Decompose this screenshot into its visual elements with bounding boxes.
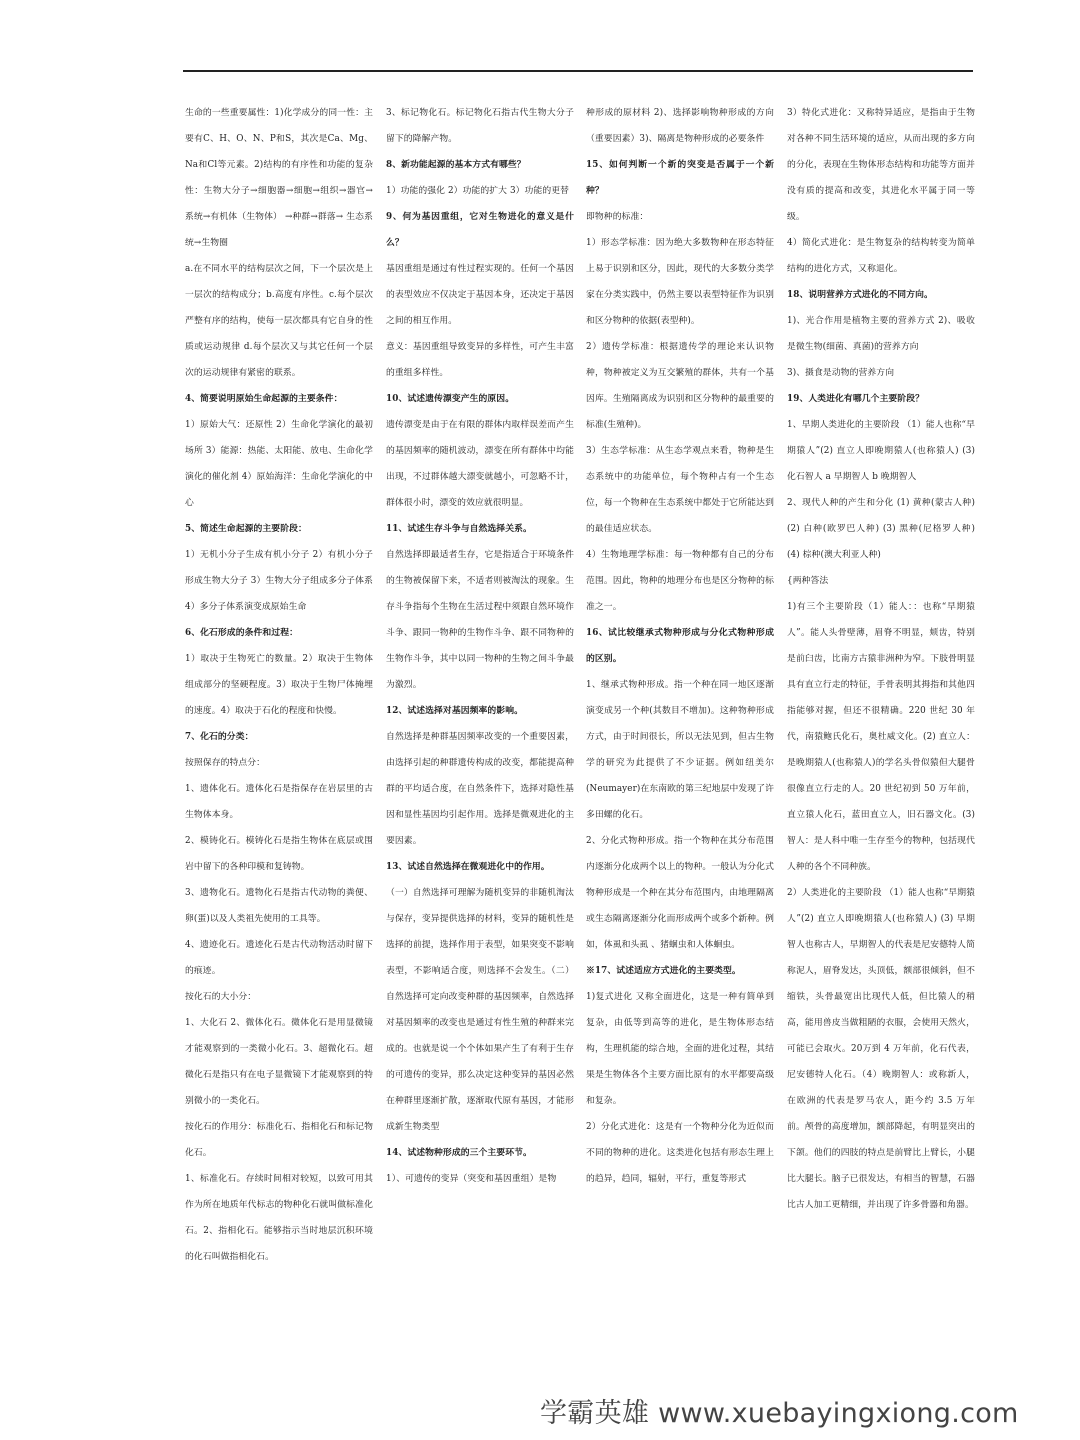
paragraph: 2）分化式进化：这是有一个物种分化为近似而不同的物种的进化。这类进化包括有形态生理上的趋异，趋同，辐射，平行，重复等形式 — [586, 1122, 774, 1184]
section-heading: 18、说明营养方式进化的不同方向。 — [787, 290, 933, 300]
section-heading: 6、化石形成的条件和过程： — [185, 628, 298, 638]
paragraph: 1、标准化石。存续时间相对较短，以致可用其作为所在地质年代标志的物种化石就叫做标准化石。2、指相化石。能够指示当时地层沉积环境的化石叫做指相化石。 — [185, 1174, 373, 1262]
paragraph: 2、现代人种的产生和分化 (1) 黄种(蒙古人种) (2) 白种(欧罗巴人种) (3) 黑种(尼格罗人种) (4) 棕种(澳大利亚人种) — [787, 498, 975, 560]
paragraph: 1）功能的强化 2）功能的扩大 3）功能的更替 — [386, 186, 570, 196]
paragraph: 意义：基因重组导致变异的多样性，可产生丰富的重组多样性。 — [386, 342, 574, 378]
text-column-1 — [185, 100, 373, 1270]
paragraph: 1）、可遗传的变异（突变和基因重组）是物 — [386, 1174, 557, 1184]
watermark-footer[interactable]: 学霸英雄 www.xuebayingxiong.com — [540, 1398, 1019, 1429]
paragraph: 4）简化式进化：是生物复杂的结构转变为简单结构的进化方式，又称退化。 — [787, 238, 975, 274]
paragraph: 基因重组是通过有性过程实现的。任何一个基因的表型效应不仅决定于基因本身，还决定于基因之间的相互作用。 — [386, 264, 574, 326]
paragraph: 2）人类进化的主要阶段 （1）能人也称“早期猿人”(2) 直立人即晚期猿人(也称猿人) (3) 早期智人也称古人，早期智人的代表是尼安德特人简称泥人，眉脊发达，头顶低，额部很倾斜，但不缩铁，头骨最宽出比现代人低，但比猿人的稍高，能用兽皮当做粗陋的衣服，会使用天然火，可能已会取火。20万到 4 万年前，化石代表，尼安德特人化石。（4）晚期智人：或称新人，在欧洲的代表是罗马农人，距今约 3.5 万年前。颅骨的高度增加，额部降起，有明显突出的下颌。他们的四肢的特点是前臂比上臂长，小腿比大腿长。脑子已很发达，有相当的智慧，石器比古人加工更精细，并出现了许多骨器和角器。 — [787, 888, 975, 1210]
section-heading: 7、化石的分类： — [185, 732, 254, 742]
paragraph: 自然选择是种群基因频率改变的一个重要因素，由选择引起的种群遗传构成的改变，都能提高种群的平均适合度，在自然条件下，选择对隐性基因和显性基因均引起作用。选择是微观进化的主要因素。 — [386, 732, 574, 846]
paragraph: 2、分化式物种形成。指一个物种在其分布范围内逐渐分化成两个以上的物种。一般认为分化式物种形成是一个种在其分布范围内，由地理隔离或生态隔离逐渐分化而形成两个或多个新种。例如，体虱和头虱 、猪蛔虫和人体蛔虫。 — [586, 836, 774, 950]
paragraph: 按化石的作用分：标准化石、指相化石和标记物化石。 — [185, 1122, 373, 1158]
paragraph: 1）无机小分子生成有机小分子 2）有机小分子形成生物大分子 3）生物大分子组成多分子体系 4）多分子体系演变成原始生命 — [185, 550, 373, 612]
paragraph: 1、遗体化石。遗体化石是指保存在岩层里的古生物体本身。 — [185, 784, 373, 820]
paragraph: （一）自然选择可理解为随机变异的非随机淘汰与保存，变异提供选择的材料，变异的随机性是选择的前提，选择作用于表型，如果突变不影响表型，不影响适合度，则选择不会发生。（二）自然选择可定向改变种群的基因频率，自然选择对基因频率的改变也是通过有性生殖的种群来完成的。也就是说一个个体如果产生了有利于生存的可遗传的变异，那么决定这种变异的基因必然在种群里逐渐扩散，逐渐取代原有基因，才能形成新生物类型 — [386, 888, 574, 1132]
paragraph: 3、遗物化石。遗物化石是指古代动物的粪便、卵(蛋)以及人类祖先使用的工具等。 — [185, 888, 373, 924]
paragraph: 1)复式进化 又称全面进化，这是一种有简单到复杂，由低等到高等的进化，是生物体形态结构，生理机能的综合地，全面的进化过程，其结果是生物体各个主要方面比原有的水平都要高级和复杂。 — [586, 992, 774, 1106]
paragraph: 种形成的原材料 2)、选择影响物种形成的方向（重要因素）3)、隔离是物种形成的必要条件 — [586, 108, 774, 144]
paragraph: 2）遗传学标准：根据遗传学的理论来认识物种，物种被定义为互交繁殖的群体，共有一个基因库。生殖隔离成为识别和区分物种的最重要的标准(生殖种)。 — [586, 342, 774, 430]
paragraph: 4）生物地理学标准：每一物种都有自己的分布范围。因此，物种的地理分布也是区分物种的标准之一。 — [586, 550, 774, 612]
section-heading: 12、试述选择对基因频率的影响。 — [386, 706, 523, 716]
section-heading: 4、简要说明原始生命起源的主要条件： — [185, 394, 343, 404]
paragraph: 按化石的大小分： — [185, 992, 257, 1002]
paragraph: 1)、光合作用是植物主要的营养方式 2)、吸收是微生物(细菌、真菌)的营养方向 — [787, 316, 975, 352]
paragraph: 即物种的标准： — [586, 212, 649, 222]
paragraph: 1、早期人类进化的主要阶段 （1）能人也称“早期猿人”(2) 直立人即晚期猿人(也称猿人) (3) 化石智人 a 早期智人 b 晚期智人 — [787, 420, 975, 482]
paragraph: a.在不同水平的结构层次之间，下一个层次是上一层次的结构成分；b.高度有序性。c.每个层次严整有序的结构，使每一层次都具有它自身的性质或运动规律 d.每个层次又与其它任何一个层次的运动规律有紧密的联系。 — [185, 264, 373, 378]
paragraph: 1)有三个主要阶段（1）能人：：也称“早期猿人”。能人头骨壁薄，眉脊不明显，颊齿，特别是前臼齿，比南方古猿非洲种为窄。下肢骨明显具有直立行走的特征，手骨表明其拇指和其他四指能够对握，但还不很精确。220 世纪 30 年代，南猿鲍氏化石，奥杜威文化。(2) 直立人：是晚期猿人(也称猿人)的学名头骨似猿但大腿骨很像直立行走的人。20 世纪初到 50 万年前，直立猿人化石，蓝田直立人，旧石器文化。(3) 智人：是人科中唯一生存至今的物种，包括现代人种的各个不同种族。 — [787, 602, 975, 872]
paragraph: 3)、摄食是动物的营养方向 — [787, 368, 895, 378]
section-heading: 5、简述生命起源的主要阶段： — [185, 524, 307, 534]
paragraph: 生命的一些重要属性：1)化学成分的同一性：主要有C、H、O、N、P和S，其次是Ca、Mg、Na和Cl等元素。2)结构的有序性和功能的复杂性：生物大分子→细胞器→细胞→组织→器官→系统→有机体（生物体） →种群→群落→ 生态系统→生物圈 — [185, 108, 373, 248]
section-heading: 11、试述生存斗争与自然选择关系。 — [386, 524, 532, 534]
section-heading: ※17、试述适应方式进化的主要类型。 — [586, 966, 741, 976]
paragraph: 遗传漂变是由于在有限的群体内取样误差而产生的基因频率的随机波动，漂变在所有群体中均能出现，不过群体越大漂变就越小，可忽略不计，群体很小时，漂变的效应就很明显。 — [386, 420, 574, 508]
section-heading: 15、如何判断一个新的突变是否属于一个新种？ — [586, 160, 774, 196]
paragraph: 3）特化式进化：又称特异适应，是指由于生物对各种不同生活环境的适应，从而出现的多方向的分化，表现在生物体形态结构和功能等方面并没有质的提高和改变，其进化水平属于同一等级。 — [787, 108, 975, 222]
paragraph: 1）取决于生物死亡的数量。2）取决于生物体组成部分的坚硬程度。3）取决于生物尸体掩埋的速度。4）取决于石化的程度和快慢。 — [185, 654, 373, 716]
paragraph: 3）生态学标准：从生态学观点来看，物种是生态系统中的功能单位，每个物种占有一个生态位，每一个物种在生态系统中都处于它所能达到的最佳适应状态。 — [586, 446, 774, 534]
section-heading: 19、人类进化有哪几个主要阶段？ — [787, 394, 924, 404]
section-heading: 14、试述物种形成的三个主要环节。 — [386, 1148, 532, 1158]
text-column-2 — [386, 100, 574, 1192]
paragraph: 自然选择即最适者生存，它是指适合于环境条件的生物被保留下来，不适者则被淘汰的现象。生存斗争指每个生物在生活过程中须跟自然环境作斗争、跟同一物种的生物作斗争、跟不同物种的生物作斗争，其中以同一物种的生物之间斗争最为激烈。 — [386, 550, 574, 690]
header-rule — [183, 70, 973, 72]
paragraph: 1、继承式物种形成。指一个种在同一地区逐渐演变成另一个种(其数目不增加)。这种物种形成方式，由于时间很长，所以无法见到，但古生物学的研究为此提供了不少证据。例如纽美尔(Neumayer)在东南欧的第三纪地层中发现了许多田螺的化石。 — [586, 680, 774, 820]
section-heading: 13、试述自然选择在微观进化中的作用。 — [386, 862, 550, 872]
text-column-4 — [787, 100, 975, 1218]
paragraph: 按照保存的特点分： — [185, 758, 266, 768]
paragraph: 1）形态学标准：因为绝大多数物种在形态特征上易于识别和区分，因此，现代的大多数分类学家在分类实践中，仍然主要以表型特征作为识别和区分物种的依据(表型种)。 — [586, 238, 774, 326]
section-heading: 10、试述遗传漂变产生的原因。 — [386, 394, 515, 404]
paragraph: 1）原始大气：还原性 2）生命化学演化的最初场所 3）能源：热能、太阳能、放电、生命化学演化的催化剂 4）原始海洋：生命化学演化的中心 — [185, 420, 373, 508]
section-heading: 16、试比较继承式物种形成与分化式物种形成的区别。 — [586, 628, 774, 664]
paragraph: 4、遗迹化石。遗迹化石是古代动物活动时留下的痕迹。 — [185, 940, 373, 976]
paragraph: 1、大化石 2、微体化石。微体化石是用显微镜才能观察到的一类微小化石。3、超微化石。超微化石是指只有在电子显微镜下才能观察到的特别微小的一类化石。 — [185, 1018, 373, 1106]
section-heading: 9、何为基因重组，它对生物进化的意义是什么？ — [386, 212, 574, 248]
paragraph: 2、模铸化石。模铸化石是指生物体在底层或围岩中留下的各种印模和复铸物。 — [185, 836, 373, 872]
paragraph: {两种答法 — [787, 576, 829, 586]
section-heading: 8、新功能起源的基本方式有哪些？ — [386, 160, 526, 170]
paragraph: 3、标记物化石。标记物化石指古代生物大分子留下的降解产物。 — [386, 108, 574, 144]
text-column-3 — [586, 100, 774, 1192]
